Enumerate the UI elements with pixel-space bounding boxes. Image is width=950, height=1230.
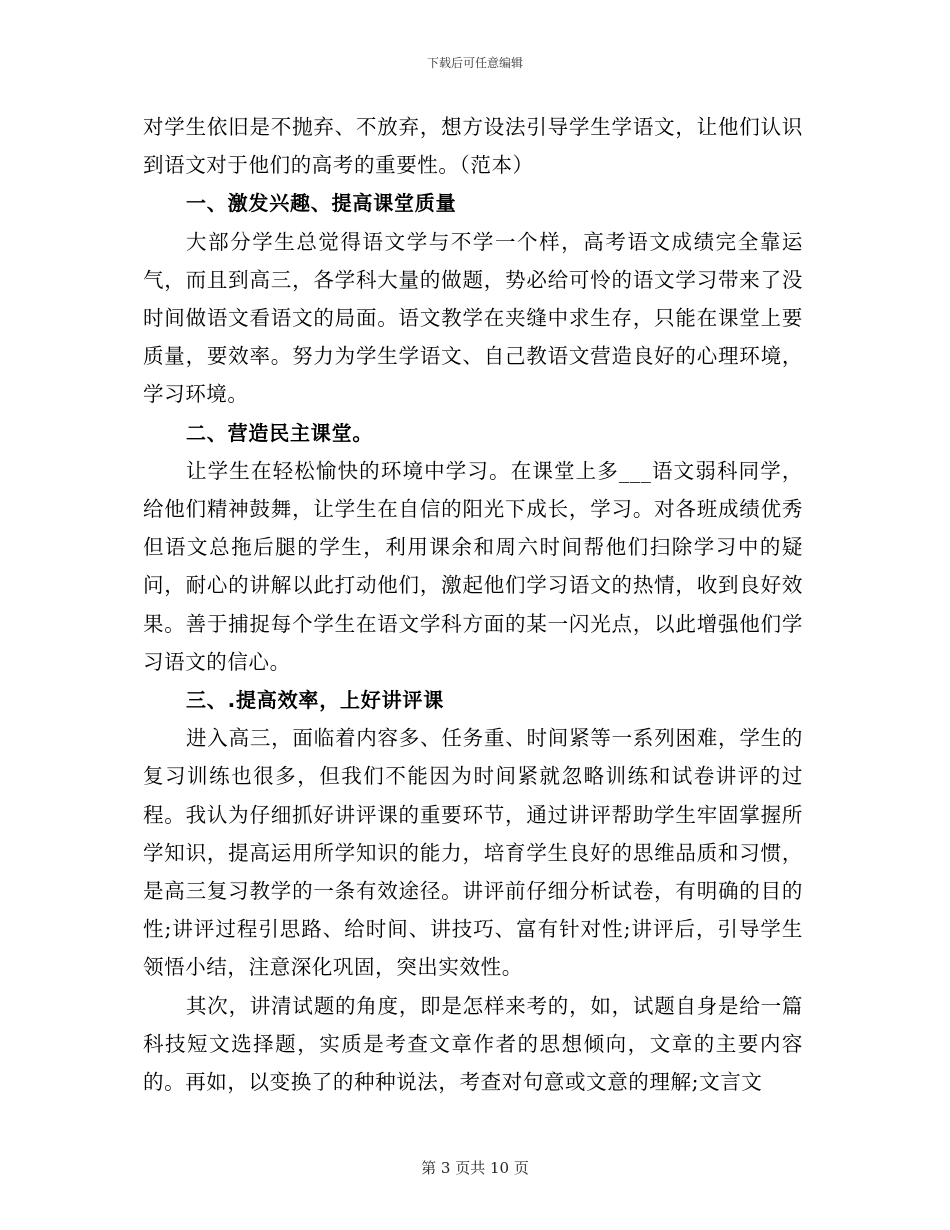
paragraph-1: 大部分学生总觉得语文学与不学一个样，高考语文成绩完全靠运气，而且到高三，各学科大量的做题，势必给可怜的语文学习带来了没时间做语文看语文的局面。语文教学在夹缝中求生存，只能在课堂上要质量，要效率。努力为学生学语文、自己教语文营造良好的心理环境，学习环境。: [143, 229, 803, 407]
paragraph-2: 让学生在轻松愉快的环境中学习。在课堂上多___语文弱科同学，给他们精神鼓舞，让学生在自信的阳光下成长，学习。对各班成绩优秀但语文总拖后腿的学生，利用课余和周六时间帮他们扫除学习中的疑问，耐心的讲解以此打动他们，激起他们学习语文的热情，收到良好效果。善于捕捉每个学生在语文学科方面的某一闪光点，以此增强他们学习语文的信心。: [143, 458, 803, 674]
section-heading-3: 三、.提高效率，上好讲评课: [186, 688, 444, 713]
document-body: [143, 108, 803, 1101]
page-footer: 第 3 页共 10 页: [421, 1159, 529, 1177]
section-heading-2: 二、营造民主课堂。: [186, 420, 374, 445]
page-header: 下载后可任意编辑: [426, 56, 523, 70]
section-heading-1: 一、激发兴趣、提高课堂质量: [186, 191, 457, 216]
paragraph-4: 其次，讲清试题的角度，即是怎样来考的，如，试题自身是给一篇科技短文选择题，实质是考查文章作者的思想倾向，文章的主要内容的。再如，以变换了的种种说法，考查对句意或文意的理解;文言文: [143, 993, 803, 1095]
paragraph-3: 进入高三，面临着内容多、任务重、时间紧等一系列困难，学生的复习训练也很多，但我们不能因为时间紧就忽略训练和试卷讲评的过程。我认为仔细抓好讲评课的重要环节，通过讲评帮助学生牢固掌握所学知识，提高运用所学知识的能力，培育学生良好的思维品质和习惯，是高三复习教学的一条有效途径。讲评前仔细分析试卷，有明确的目的性;讲评过程引思路、给时间、讲技巧、富有针对性;讲评后，引导学生领悟小结，注意深化巩固，突出实效性。: [143, 726, 803, 980]
paragraph-continued: 对学生依旧是不抛弃、不放弃，想方设法引导学生学语文，让他们认识到语文对于他们的高考的重要性。（范本）: [143, 115, 803, 178]
